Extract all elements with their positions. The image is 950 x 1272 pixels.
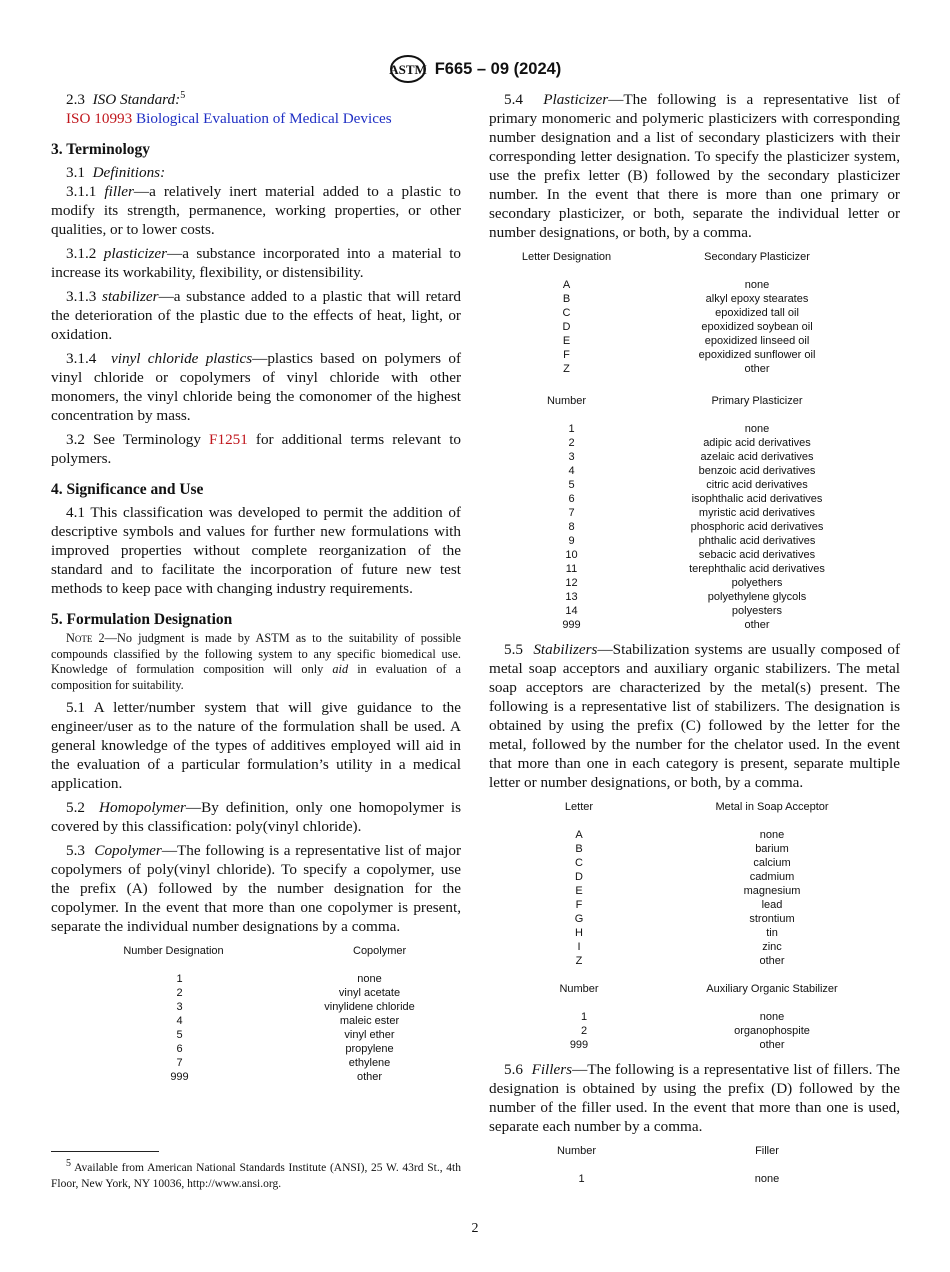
section-4-heading: 4. Significance and Use	[51, 481, 204, 498]
table-row: 1 none	[176, 973, 382, 985]
section-3-1-2: 3.1.2 plasticizer—a substance incorporated into a material to increase its workability, flexibility, or distensibility.	[51, 245, 462, 281]
table-row: A none	[575, 829, 785, 841]
iso-code-link[interactable]: ISO 10993	[66, 110, 133, 127]
svg-text:ASTM: ASTM	[388, 62, 427, 77]
section-5-3: 5.3 Copolymer—The following is a representative list of major copolymers of poly(vinyl chloride). To specify a copolymer, use the prefix (A) followed by the number designation for the copolymer. In the event that more than one copolymer is present, separate the individual number designations by a comma.	[51, 842, 461, 935]
table-row: 2 organophospite	[580, 1025, 810, 1037]
table-header: Number Auxiliary Organic Stabilizer	[559, 983, 838, 995]
table-row: 3 azelaic acid derivatives	[568, 451, 814, 463]
section-4-1: 4.1 This classification was developed to permit the addition of descriptive symbols and values for further new formulations with improved properties without complete reorganization of the standard and to facilitate the incorporation of future new test methods to keep pace with changing industry requirements.	[51, 504, 461, 597]
table-row: 4 benzoic acid derivatives	[568, 465, 816, 477]
table-row: D epoxidized soybean oil	[562, 321, 813, 333]
table-row: 6 propylene	[176, 1043, 394, 1055]
table-row: 999 other	[562, 619, 770, 631]
page-number: 2	[471, 1221, 479, 1236]
table-row: C calcium	[575, 857, 791, 869]
table-row: Z other	[575, 955, 785, 967]
footnote-ref[interactable]: 5	[180, 89, 186, 101]
table-row: E epoxidized linseed oil	[562, 335, 810, 347]
document-title: F665 – 09 (2024)	[434, 59, 562, 78]
table-row: 9 phthalic acid derivatives	[568, 535, 816, 547]
table-header: Letter Metal in Soap Acceptor	[564, 801, 829, 813]
table-row: 3 vinylidene chloride	[176, 1001, 415, 1013]
page-header	[0, 53, 950, 85]
table-row: 7 myristic acid derivatives	[568, 507, 816, 519]
section-3-2: 3.2 See Terminology F1251 for additional terms relevant to polymers.	[51, 431, 462, 467]
table-row: 13 polyethylene glycols	[565, 591, 807, 603]
iso-reference	[51, 109, 461, 128]
secondary-plasticizer-table	[489, 250, 900, 376]
table-header: Letter Designation Secondary Plasticizer	[521, 251, 810, 263]
table-row: 10 sebacic acid derivatives	[565, 549, 816, 561]
note-2: Note 2—No judgment is made by ASTM as to the suitability of possible compounds classified by the following system to any specific biomedical use. Knowledge of formulation composition will only aid in evaluation of a composition for suitability.	[51, 631, 461, 692]
section-5-5: 5.5 Stabilizers—Stabilization systems are usually composed of metal soap acceptors and auxiliary organic stabilizers. The metal soap acceptors are characterized by the metal(s) present. The following is a representative list of stabilizers. The designation is obtained by using the prefix (C) followed by the letter for the metal, followed by the number for the chelator used. In the event that more than one in each category is present, separate multiple letter or number designations, or both, by a comma.	[489, 641, 901, 791]
table-row: 12 polyethers	[565, 577, 783, 589]
section-5-1: 5.1 A letter/number system that will give guidance to the engineer/user as to the nature of the formulation shall be used. A general knowledge of the types of additives employed will aid in the evaluation of a particular formulation’s utility in a medical application.	[51, 699, 461, 792]
section-5-6: 5.6 Fillers—The following is a representative list of fillers. The designation is obtained by using the prefix (D) followed by the number of the filler used. In the event that more than one is used, separate each number by a comma.	[489, 1061, 901, 1135]
table-row: 1 none	[578, 1173, 780, 1185]
footnote-divider	[51, 1151, 159, 1152]
table-row: 8 phosphoric acid derivatives	[568, 521, 824, 533]
filler-table	[489, 1144, 900, 1186]
table-header: Number Filler	[556, 1145, 779, 1157]
table-row: 999 other	[569, 1039, 785, 1051]
table-row: 1 none	[580, 1011, 785, 1023]
left-column	[51, 90, 461, 1092]
metal-soap-acceptor-table	[489, 800, 900, 968]
copolymer-table	[51, 944, 461, 1084]
table-row: B barium	[575, 843, 789, 855]
table-row: I zinc	[577, 941, 782, 953]
table-row: 4 maleic ester	[176, 1015, 400, 1027]
table-row: E magnesium	[575, 885, 801, 897]
section-2-3: 2.3 ISO Standard:$^5$	[66, 89, 186, 108]
section-3-1-4: 3.1.4 vinyl chloride plastics—plastics based on polymers of vinyl chloride or copolymers of vinyl chloride with other monomers, the vinyl chloride being the comonomer of the highest concentration by mass.	[51, 350, 462, 424]
table-row: 999 other	[170, 1071, 383, 1083]
primary-plasticizer-table	[489, 394, 900, 632]
section-3-1-1: 3.1.1 filler—a relatively inert material added to a plastic to modify its strength, permanence, working properties, or other qualities, or to lower costs.	[51, 183, 461, 238]
astm-logo-icon	[389, 54, 427, 84]
table-row: 14 polyesters	[565, 605, 783, 617]
table-row: 11 terephthalic acid derivatives	[565, 563, 825, 575]
section-3-heading: 3. Terminology	[51, 141, 151, 158]
table-row: 7 ethylene	[176, 1057, 391, 1069]
table-row: 2 vinyl acetate	[176, 987, 401, 999]
table-row: 2 adipic acid derivatives	[568, 437, 811, 449]
iso-title-link[interactable]: Biological Evaluation of Medical Devices	[136, 110, 392, 127]
table-row: B alkyl epoxy stearates	[562, 293, 809, 305]
table-row: 5 citric acid derivatives	[568, 479, 808, 491]
right-column	[489, 90, 900, 1194]
section-3-1-3: 3.1.3 stabilizer—a substance added to a plastic that will retard the deterioration of the plastic due to the effects of heat, light, or oxidation.	[51, 288, 462, 343]
section-5-heading: 5. Formulation Designation	[51, 611, 233, 628]
table-row: C epoxidized tall oil	[562, 307, 799, 319]
footnote-5: $^5$ Available from American National Standards Institute (ANSI), 25 W. 43rd St., 4th Floor, New York, NY 10036, http://www.ansi.org.	[51, 1158, 461, 1190]
table-row: F lead	[575, 899, 783, 911]
table-row: D cadmium	[575, 871, 795, 883]
table-row: Z other	[563, 363, 770, 375]
section-5-4: 5.4 Plasticizer—The following is a representative list of primary monomeric and polymeric plasticizers with corresponding number designation and a list of secondary plasticizers with their corresponding letter designation. To specify the plasticizer system, use the prefix letter (B) followed by the secondary plasticizer number. In the event that there is more than one primary or secondary plasticizer, or both, separate the individual letter or number designations, or both, by a comma.	[489, 91, 900, 241]
table-row: A none	[562, 279, 770, 291]
table-header: Number Designation Copolymer	[123, 945, 407, 957]
table-row: H tin	[575, 927, 778, 939]
auxiliary-stabilizer-table	[489, 982, 900, 1052]
table-row: F epoxidized sunflower oil	[563, 349, 816, 361]
section-3-1: 3.1 Definitions:	[66, 164, 166, 181]
table-row: 5 vinyl ether	[176, 1029, 395, 1041]
f1251-link[interactable]: F1251	[209, 431, 248, 448]
section-5-2: 5.2 Homopolymer—By definition, only one homopolymer is covered by this classification: poly(vinyl chloride).	[51, 799, 461, 835]
table-header: Number Primary Plasticizer	[546, 395, 803, 407]
table-row: 6 isophthalic acid derivatives	[568, 493, 823, 505]
table-row: G strontium	[574, 913, 795, 925]
table-row: 1 none	[568, 423, 770, 435]
